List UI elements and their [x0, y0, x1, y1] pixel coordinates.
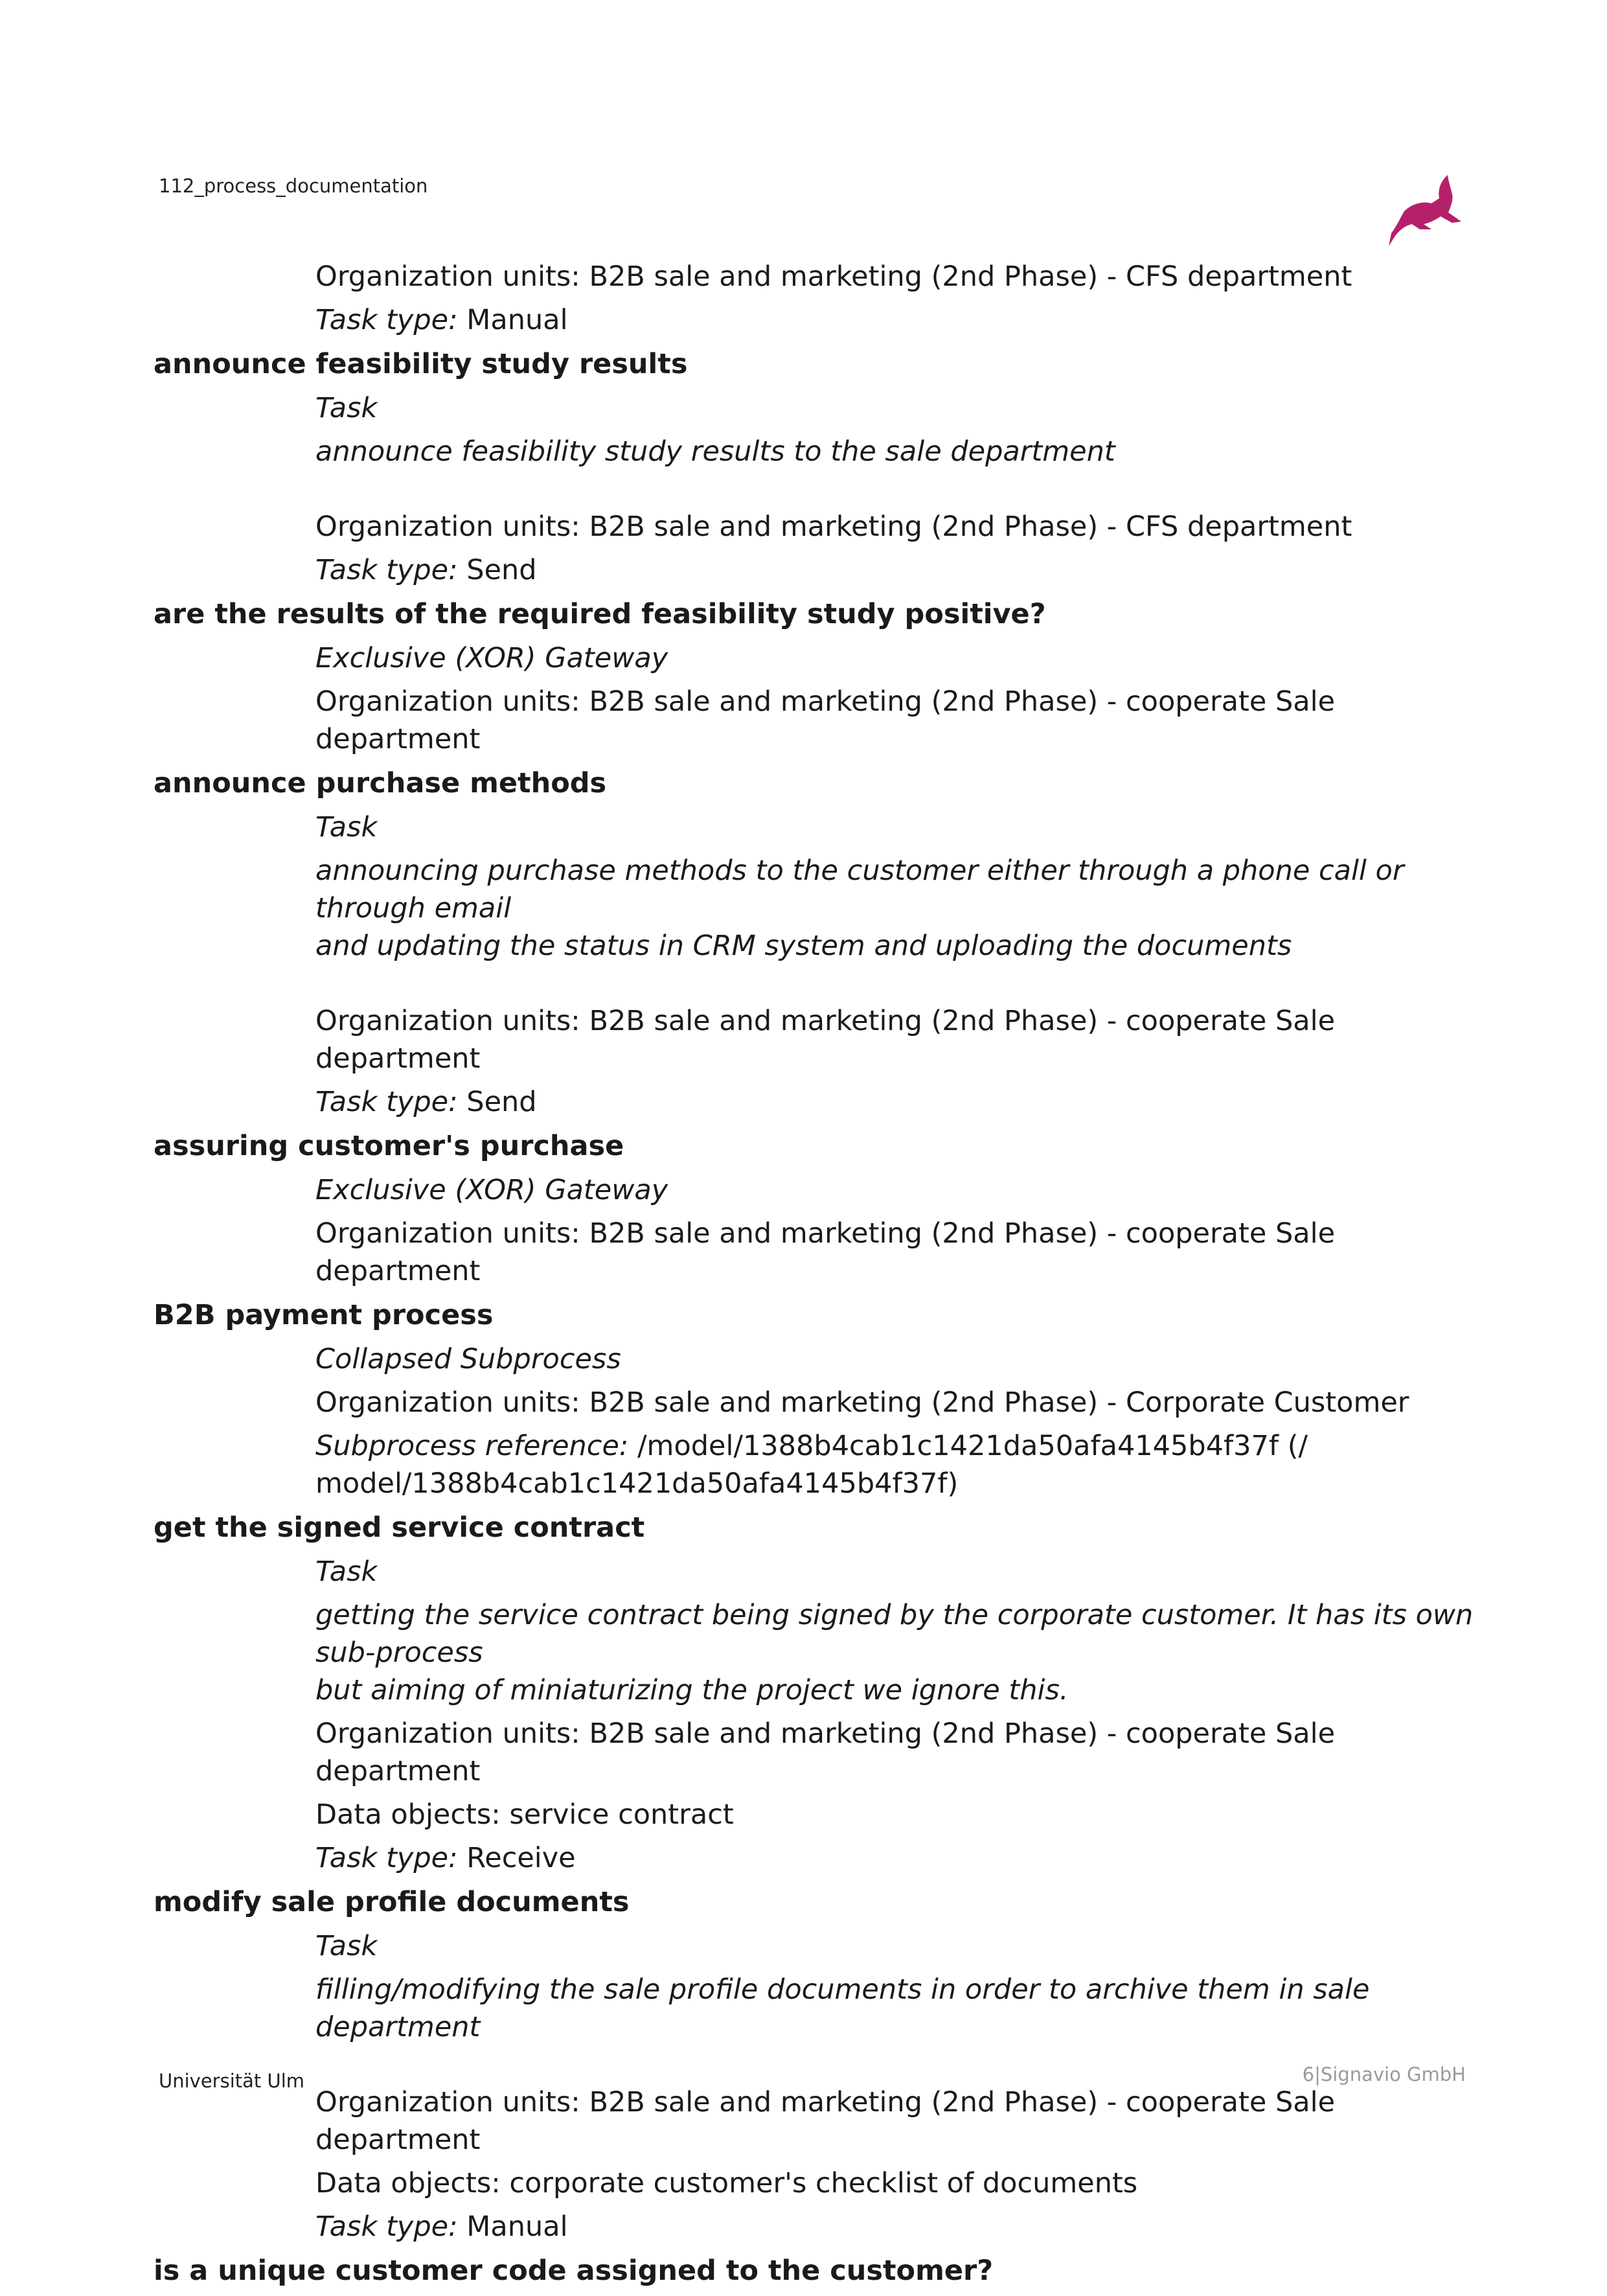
data-objects-line: Data objects: corporate customer's checklist of documents: [315, 2167, 1138, 2199]
org-units-line: Organization units: B2B sale and marketing (2nd Phase) - Corporate Customer: [315, 1386, 1409, 1419]
entry-kind: Collapsed Subprocess: [315, 1343, 621, 1375]
task-type-label: Task type:: [315, 1842, 458, 1874]
subprocess-reference-label: Subprocess reference:: [315, 1430, 629, 1462]
footer-page-number: 6|Signavio GmbH: [1302, 2063, 1466, 2085]
task-type-line: [315, 1083, 1475, 1121]
entry-title: assuring customer's purchase: [154, 1130, 624, 1162]
entry-kind: Task: [315, 811, 378, 844]
entry-title: B2B payment process: [154, 1299, 494, 1331]
entry-description: announcing purchase methods to the customer either through a phone call or through email: [315, 855, 1404, 924]
org-units-line: Organization units: B2B sale and marketing (2nd Phase) - cooperate Sale department: [315, 1717, 1336, 1787]
subprocess-reference-value: /model/1388b4cab1c1421da50afa4145b4f37f (/: [628, 1430, 1308, 1462]
task-type-line: [315, 2208, 1475, 2245]
entry-title: get the signed service contract: [154, 1511, 645, 1544]
task-type-label: Task type:: [315, 554, 458, 586]
entry-kind: Task: [315, 1556, 378, 1588]
task-type-value: Receive: [457, 1842, 576, 1874]
entry-kind: Task: [315, 1930, 378, 1962]
data-objects-line: Data objects: service contract: [315, 1798, 734, 1831]
entry-kind: Exclusive (XOR) Gateway: [315, 1174, 668, 1206]
footer-institution: Universität Ulm: [159, 2070, 305, 2092]
org-units-line: Organization units: B2B sale and marketing (2nd Phase) - cooperate Sale department: [315, 1005, 1336, 1075]
org-units-line: Organization units: B2B sale and marketing (2nd Phase) - cooperate Sale department: [315, 685, 1336, 755]
task-type-value: Send: [457, 1086, 537, 1118]
entry-title: is a unique customer code assigned to the customer?: [154, 2255, 994, 2287]
task-type-value: Send: [457, 554, 537, 586]
entry-description-cont: and updating the status in CRM system and uploading the documents: [315, 930, 1292, 962]
task-type-value: Manual: [457, 304, 568, 336]
entry-title: announce purchase methods: [154, 767, 607, 799]
org-units-line: Organization units: B2B sale and marketing (2nd Phase) - cooperate Sale department: [315, 2086, 1336, 2156]
entry-description-cont: but aiming of miniaturizing the project we ignore this.: [315, 1674, 1069, 1706]
antelope-logo-icon: [1386, 170, 1464, 254]
entry-description: filling/modifying the sale profile documents in order to archive them in sale department: [315, 1973, 1370, 2043]
entry-title: modify sale profile documents: [154, 1886, 630, 1918]
org-units-line: Organization units: B2B sale and marketing (2nd Phase) - CFS department: [315, 260, 1352, 293]
entry-title: are the results of the required feasibility study positive?: [154, 598, 1046, 630]
org-units-line: Organization units: B2B sale and marketing (2nd Phase) - cooperate Sale department: [315, 1217, 1336, 1287]
entry-description: getting the service contract being signed by the corporate customer. It has its own sub-process: [315, 1599, 1474, 1669]
task-type-line: [315, 301, 1475, 339]
document-name: 112_process_documentation: [159, 175, 428, 197]
task-type-label: Task type:: [315, 1086, 458, 1118]
entry-title: announce feasibility study results: [154, 348, 688, 380]
entry-kind: Task: [315, 392, 378, 424]
document-body: [154, 258, 1475, 2296]
task-type-line: [315, 1839, 1475, 1877]
task-type-line: [315, 551, 1475, 589]
entry-kind: Exclusive (XOR) Gateway: [315, 642, 668, 674]
task-type-label: Task type:: [315, 304, 458, 336]
org-units-line: Organization units: B2B sale and marketing (2nd Phase) - CFS department: [315, 511, 1352, 543]
entry-description: announce feasibility study results to the sale department: [315, 435, 1115, 468]
task-type-value: Manual: [457, 2210, 568, 2243]
subprocess-reference-line: [315, 1427, 1475, 1465]
subprocess-reference-cont: model/1388b4cab1c1421da50afa4145b4f37f): [315, 1467, 959, 1500]
task-type-label: Task type:: [315, 2210, 458, 2243]
